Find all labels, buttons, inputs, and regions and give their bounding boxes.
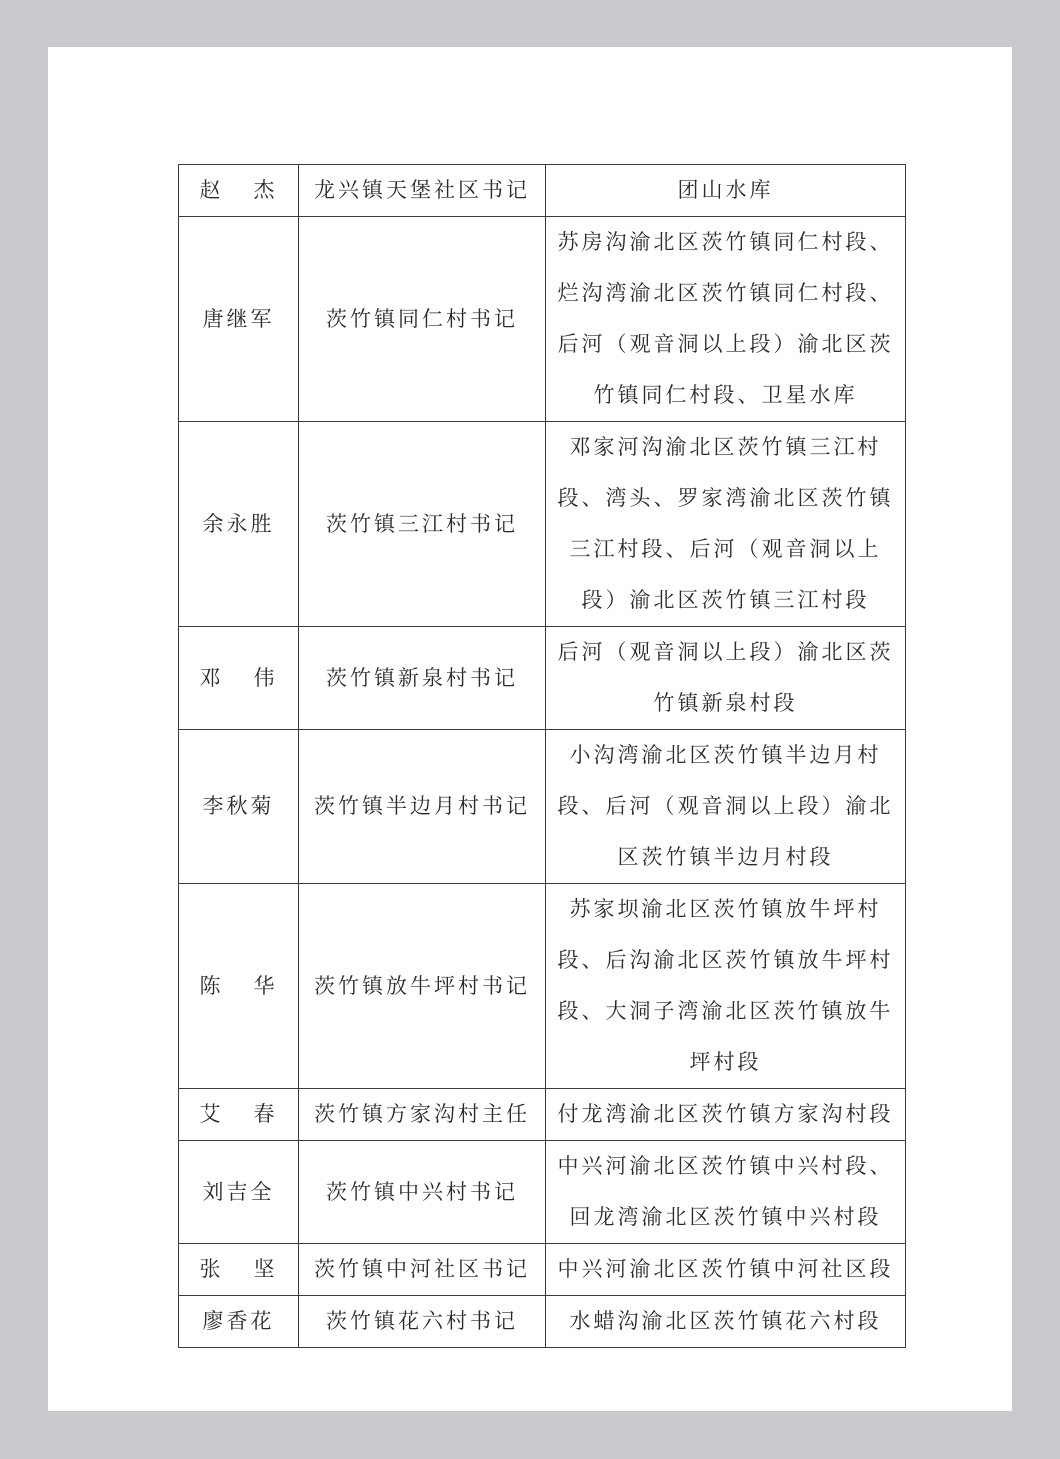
position-cell: 茨竹镇中兴村书记 [299,1141,546,1244]
river-section-cell: 小沟湾渝北区茨竹镇半边月村段、后河（观音洞以上段）渝北区茨竹镇半边月村段 [546,730,906,884]
table-row [179,730,906,884]
name-cell [179,1141,299,1244]
river-section-cell: 苏家坝渝北区茨竹镇放牛坪村段、后沟渝北区茨竹镇放牛坪村段、大洞子湾渝北区茨竹镇放牛坪村段 [546,884,906,1089]
person-name: 艾春 [199,1102,308,1126]
name-cell [179,422,299,627]
person-name: 邓伟 [199,665,308,690]
position-cell: 茨竹镇半边月村书记 [299,730,546,884]
person-name: 廖香花 [202,1309,275,1333]
table-row [179,1296,906,1348]
position-cell: 茨竹镇同仁村书记 [299,217,546,422]
table-row [179,1244,906,1296]
document-page [48,47,1012,1411]
river-section-cell: 水蜡沟渝北区茨竹镇花六村段 [546,1296,906,1348]
river-section-cell: 团山水库 [546,165,906,217]
person-name: 刘吉全 [202,1179,275,1204]
name-cell [179,217,299,422]
name-cell [179,165,308,217]
table-row [179,165,906,217]
river-section-cell: 中兴河渝北区茨竹镇中兴村段、回龙湾渝北区茨竹镇中兴村段 [546,1141,906,1244]
person-name: 李秋菊 [202,794,275,818]
name-cell [179,627,308,730]
position-cell: 龙兴镇天堡社区书记 [299,165,546,217]
table-row [179,422,906,627]
position-cell: 茨竹镇花六村书记 [299,1296,546,1348]
position-cell: 茨竹镇中河社区书记 [299,1244,546,1296]
position-cell: 茨竹镇新泉村书记 [299,627,546,730]
name-cell [179,1089,308,1141]
river-section-cell: 付龙湾渝北区茨竹镇方家沟村段 [546,1089,906,1141]
position-cell: 茨竹镇方家沟村主任 [299,1089,546,1141]
person-name: 陈华 [199,973,308,998]
person-name: 张坚 [199,1257,308,1281]
person-name: 赵杰 [199,178,308,202]
river-section-cell: 苏房沟渝北区茨竹镇同仁村段、烂沟湾渝北区茨竹镇同仁村段、后河（观音洞以上段）渝北区茨竹镇同仁村段、卫星水库 [546,217,906,422]
table-body [179,165,906,1348]
river-section-cell: 中兴河渝北区茨竹镇中河社区段 [546,1244,906,1296]
river-section-cell: 后河（观音洞以上段）渝北区茨竹镇新泉村段 [546,627,906,730]
river-section-cell: 邓家河沟渝北区茨竹镇三江村段、湾头、罗家湾渝北区茨竹镇三江村段、后河（观音洞以上段）渝北区茨竹镇三江村段 [546,422,906,627]
table-row [179,884,906,1089]
river-chief-table [178,164,906,1348]
person-name: 余永胜 [202,511,275,536]
name-cell [179,1244,308,1296]
person-name: 唐继军 [202,306,275,331]
table-row [179,1141,906,1244]
name-cell [179,730,299,884]
position-cell: 茨竹镇放牛坪村书记 [299,884,546,1089]
table-row [179,1089,906,1141]
name-cell [179,1296,299,1348]
table-row [179,627,906,730]
name-cell [179,884,308,1089]
position-cell: 茨竹镇三江村书记 [299,422,546,627]
table-row [179,217,906,422]
